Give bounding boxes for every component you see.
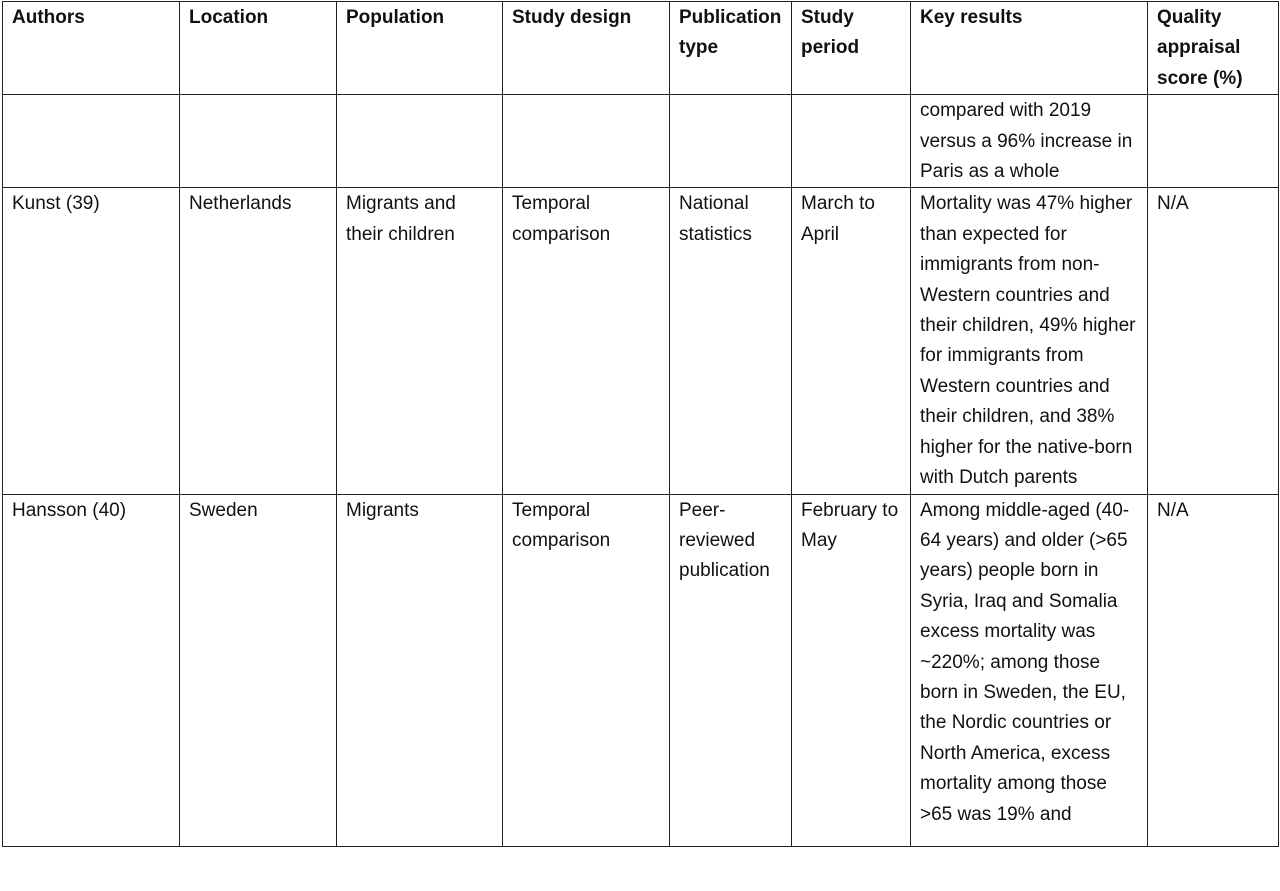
cell-location: Sweden [180,494,337,846]
cell-key-results: Mortality was 47% higher than expected for immigrants from non-Western countries and their children, 49% higher for immigrants from Western countries and their children, and 38% higher for the native-born with Dutch parents [911,188,1148,494]
header-study-period: Study period [792,2,911,95]
cell-publication-type: Peer-reviewed publication [670,494,792,846]
header-population: Population [337,2,503,95]
cell-study-period: February to May [792,494,911,846]
table-row [3,494,1279,846]
cell-authors: Kunst (39) [3,188,180,494]
header-authors: Authors [3,2,180,95]
cell-publication-type: National statistics [670,188,792,494]
cell-publication-type [670,95,792,188]
cell-location [180,95,337,188]
cell-study-design: Temporal comparison [503,188,670,494]
header-row [3,2,1279,95]
header-key-results: Key results [911,2,1148,95]
cell-population: Migrants and their children [337,188,503,494]
cell-study-design: Temporal comparison [503,494,670,846]
cell-study-period [792,95,911,188]
cell-quality-score [1148,95,1279,188]
header-publication-type: Publication type [670,2,792,95]
cell-key-results: compared with 2019 versus a 96% increase in Paris as a whole [911,95,1148,188]
header-quality-score: Quality appraisal score (%) [1148,2,1279,95]
cell-authors [3,95,180,188]
cell-population [337,95,503,188]
header-location: Location [180,2,337,95]
studies-table [2,1,1279,847]
cell-population: Migrants [337,494,503,846]
cell-location: Netherlands [180,188,337,494]
header-study-design: Study design [503,2,670,95]
cell-authors: Hansson (40) [3,494,180,846]
table-row [3,95,1279,188]
cell-study-design [503,95,670,188]
table-row [3,188,1279,494]
cell-quality-score: N/A [1148,494,1279,846]
cell-key-results: Among middle-aged (40-64 years) and older (>65 years) people born in Syria, Iraq and Somalia excess mortality was ~220%; among those born in Sweden, the EU, the Nordic countries or North America, excess mortality among those >65 was 19% and [911,494,1148,846]
cell-quality-score: N/A [1148,188,1279,494]
cell-study-period: March to April [792,188,911,494]
